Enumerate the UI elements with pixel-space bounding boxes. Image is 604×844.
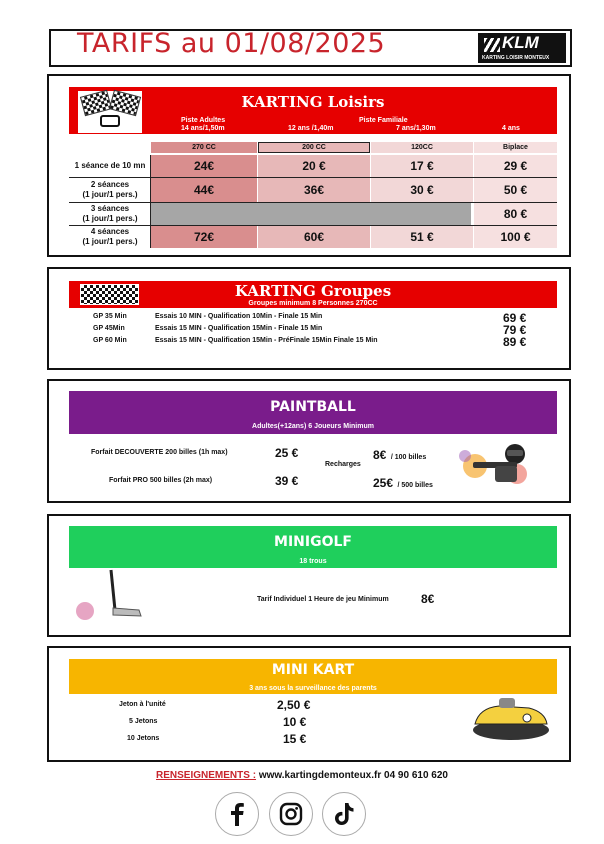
price-r2-c4: 50 €: [474, 178, 557, 202]
footer-label: RENSEIGNEMENTS :: [156, 770, 257, 781]
minigolf-banner: [69, 526, 557, 568]
row-divider: [69, 177, 557, 178]
logo-brand: KLM: [502, 33, 539, 52]
price-r4-c3: 51 €: [371, 226, 473, 248]
row-label-1: 1 séance de 10 mn: [74, 161, 146, 170]
gp-price: 89 €: [503, 335, 527, 349]
page-title: TARIFS au 01/08/2025: [77, 28, 386, 59]
minigolf-price: 8€: [421, 592, 435, 606]
forfait-decouverte: Forfait DECOUVERTE 200 billes (1h max): [91, 449, 228, 456]
recharge-500: 25€ / 500 billes: [373, 476, 433, 490]
paintball-banner: [69, 391, 557, 434]
price-r1-c2: 20 €: [258, 155, 370, 177]
col-group-adultes: Piste Adultes: [181, 117, 226, 124]
price-r2-c3: 30 €: [371, 178, 473, 202]
gp-price: 79 €: [503, 323, 527, 337]
price-r1-c3: 17 €: [371, 155, 473, 177]
karting-groupes-section: [47, 267, 571, 370]
gp-name: GP 60 Min: [93, 337, 127, 344]
price-r4-c1: 72€: [151, 226, 257, 248]
gp-price: 69 €: [503, 311, 527, 325]
recharges-label: Recharges: [325, 461, 361, 468]
unavailable-block: [151, 203, 471, 225]
price-r4-c2: 60€: [258, 226, 370, 248]
mini-kart-row-label: Jeton à l'unité: [119, 701, 166, 708]
mini-kart-row-price: 10 €: [283, 715, 307, 729]
mini-kart-title: MINI KART: [271, 662, 355, 678]
mini-kart-banner: [69, 659, 557, 694]
price-r4-c4: 100 €: [474, 226, 557, 248]
row-label-3: 3 séances (1 jour/1 pers.): [82, 204, 138, 223]
karting-groupes-title: KARTING Groupes: [234, 282, 392, 300]
row-divider: [69, 225, 557, 226]
karting-loisirs-banner: [69, 87, 557, 134]
gp-desc: Essais 15 MIN - Qualification 15Min - PréFinale 15Min Finale 15 Min: [155, 337, 378, 344]
col-group-familiale: Piste Familiale: [359, 117, 408, 124]
karting-loisirs-title: KARTING Loisirs: [241, 93, 385, 111]
gp-name: GP 35 Min: [93, 313, 127, 320]
flag-right-icon: [109, 90, 141, 117]
row-divider: [69, 202, 557, 203]
cc-header-200: 200 CC: [258, 142, 370, 153]
col-line-1: 14 ans/1,50m: [181, 125, 225, 132]
page-header: [49, 29, 572, 67]
mini-kart-icon: [469, 694, 551, 744]
forfait-pro: Forfait PRO 500 billes (2h max): [109, 477, 213, 484]
cc-header-270: 270 CC: [151, 142, 257, 153]
recharge-100: 8€ / 100 billes: [373, 448, 427, 462]
forfait-pro-price: 39 €: [275, 474, 299, 488]
karting-groupes-subtitle: Groupes minimum 8 Personnes 270CC: [248, 300, 378, 307]
price-r2-c2: 36€: [258, 178, 370, 202]
minigolf-subtitle: 18 trous: [299, 558, 327, 565]
paintball-section: [47, 379, 571, 503]
minigolf-section: [47, 514, 571, 637]
checkered-flags-icon: [78, 91, 142, 133]
facebook-icon[interactable]: [215, 792, 259, 836]
karting-groupes-banner: [69, 281, 557, 308]
cc-header-biplace: Biplace: [474, 142, 557, 153]
karting-loisirs-section: [47, 74, 571, 257]
instagram-icon[interactable]: [269, 792, 313, 836]
price-r3-c4: 80 €: [474, 203, 557, 225]
mini-kart-section: [47, 646, 571, 762]
paintball-title: PAINTBALL: [270, 399, 356, 415]
mini-kart-row-price: 2,50 €: [277, 698, 311, 712]
flag-left-icon: [80, 90, 112, 117]
minigolf-tarif: Tarif Individuel 1 Heure de jeu Minimum: [257, 596, 389, 603]
tiktok-icon[interactable]: [322, 792, 366, 836]
price-r1-c1: 24€: [151, 155, 257, 177]
gp-name: GP 45Min: [93, 325, 125, 332]
golf-club-icon: [69, 568, 149, 624]
price-r1-c4: 29 €: [474, 155, 557, 177]
cc-header-120: 120CC: [371, 142, 473, 153]
row-label-2: 2 séances (1 jour/1 pers.): [82, 180, 138, 199]
mini-kart-row-price: 15 €: [283, 732, 307, 746]
price-r2-c1: 44€: [151, 178, 257, 202]
col-line-3: 7 ans/1,30m: [396, 125, 436, 132]
col-line-2: 12 ans /1,40m: [288, 125, 334, 132]
gp-desc: Essais 15 MIN - Qualification 15Min - Finale 15 Min: [155, 325, 323, 332]
logo-stripe-icon: [484, 38, 500, 52]
col-line-4: 4 ans: [502, 125, 520, 132]
paintball-subtitle: Adultes(+12ans) 6 Joueurs Minimum: [252, 423, 374, 430]
kart-icon: [100, 115, 120, 127]
col-divider: [150, 155, 151, 248]
row-label-4: 4 séances (1 jour/1 pers.): [82, 227, 138, 246]
forfait-decouverte-price: 25 €: [275, 446, 299, 460]
footer-website[interactable]: www.kartingdemonteux.fr: [258, 770, 382, 781]
minigolf-title: MINIGOLF: [274, 534, 352, 550]
footer-contact: [0, 770, 604, 781]
paintball-player-icon: [455, 436, 537, 494]
logo-subtitle: KARTING LOISIR MONTEUX: [482, 55, 550, 61]
gp-desc: Essais 10 MIN - Qualification 10Min - Finale 15 Min: [155, 313, 323, 320]
mini-kart-row-label: 10 Jetons: [127, 735, 160, 742]
mini-kart-row-label: 5 Jetons: [129, 718, 158, 725]
footer-phone: 04 90 610 620: [384, 770, 448, 781]
klm-logo: [478, 33, 566, 63]
mini-kart-subtitle: 3 ans sous la surveillance des parents: [249, 685, 377, 692]
